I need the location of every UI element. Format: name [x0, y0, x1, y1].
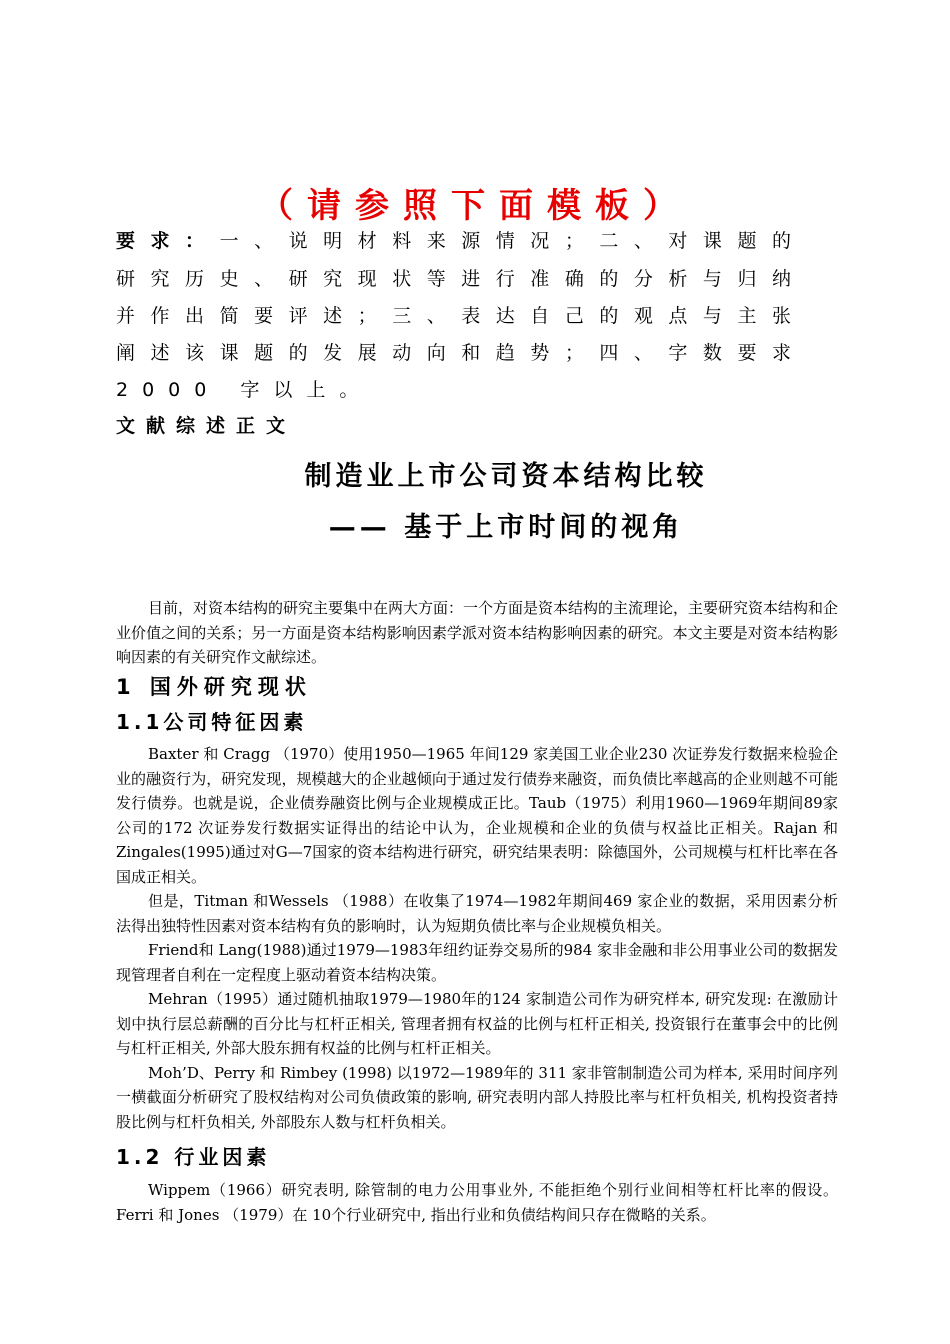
requirements-line-2: 研究历史、研究现状等进行准确的分析与归纳 — [116, 268, 791, 290]
paragraph: Moh’D、Perry 和 Rimbey (1998) 以1972—1989年的 311 家非管制制造公司为样本, 采用时间序列一横截面分析研究了股权结构对公司负债政策的影响, 研究表明内部人持股比率与杠杆负相关, 机构投资者持股比例与杠杆负相关, 外部股东人数与杠杆负相关。 — [116, 1063, 838, 1131]
body-label: 文献综述正文 — [116, 415, 297, 437]
requirements-line-1-text: 一、说明材料来源情况；二、对课题的 — [219, 230, 791, 252]
section-heading-1-2: 1.2 行业因素 — [116, 1145, 271, 1169]
paragraph: Baxter 和 Cragg （1970）使用1950—1965 年间129 家美国工业企业230 次证券发行数据来检验企业的融资行为，研究发现，规模越大的企业越倾向于通过发行债券来融资，而负债比率越高的企业则越不可能发行债券。也就是说，企业债券融资比例与企业规模成正比。Taub（1975）利用1960—1969年期间89家公司的172 次证券发行数据实证得出的结论中认为，企业规模和企业的负债与权益比正相关。Rajan 和Zingales(1995)通过对G—7国家的资本结构进行研究，研究结果表明：除德国外，公司规模与杠杆比率在各国成正相关。 — [116, 745, 838, 886]
template-title: （请参照下面模板） — [259, 186, 691, 226]
intro-text: 目前，对资本结构的研究主要集中在两大方面：一个方面是资本结构的主流理论，主要研究资本结构和企业价值之间的关系；另一方面是资本结构影响因素学派对资本结构影响因素的研究。本文主要是对资本结构影响因素的有关研究作文献综述。 — [116, 599, 839, 666]
paragraph: Friend和 Lang(1988)通过1979—1983年纽约证券交易所的984 家非金融和非公用事业公司的数据发现管理者自利在一定程度上驱动着资本结构决策。 — [116, 941, 838, 984]
requirements-line-3: 并作出简要评述；三、表达自己的观点与主张 — [116, 305, 791, 327]
paragraph: Mehran（1995）通过随机抽取1979—1980年的124 家制造公司作为研究样本, 研究发现: 在激励计划中执行层总薪酬的百分比与杠杆正相关, 管理者拥有权益的比例与杠杆正相关, 投资银行在董事会中的比例与杠杆正相关, 外部大股东拥有权益的比例与杠杆正相关。 — [116, 990, 838, 1057]
requirements-label: 要求： — [116, 230, 220, 252]
paragraph: Wippem（1966）研究表明, 除管制的电力公用事业外, 不能拒绝个别行业间相等杠杆比率的假设。Ferri 和 Jones （1979）在 10个行业研究中, 指出行业和负债结构间只存在微略的关系。 — [116, 1181, 838, 1224]
requirements-line-4: 阐述该课题的发展动向和趋势；四、字数要求 — [116, 342, 791, 364]
requirements-line-5: 2000 字以上。 — [116, 379, 373, 401]
section-heading-1-1: 1.1公司特征因素 — [116, 710, 308, 734]
section-1-2-body — [116, 1178, 838, 1227]
sub-title: —— 基于上市时间的视角 — [328, 512, 684, 543]
paragraph: 但是，Titman 和Wessels （1988）在收集了1974—1982年期间469 家企业的数据，采用因素分析法得出独特性因素对资本结构有负的影响时，认为短期负债比率与企业规模负相关。 — [116, 892, 838, 935]
main-title: 制造业上市公司资本结构比较 — [304, 461, 708, 492]
requirements-line-1 — [116, 226, 791, 253]
section-1-1-body — [116, 742, 838, 1134]
intro-paragraph — [116, 596, 838, 670]
section-heading-1: 1 国外研究现状 — [116, 675, 312, 699]
